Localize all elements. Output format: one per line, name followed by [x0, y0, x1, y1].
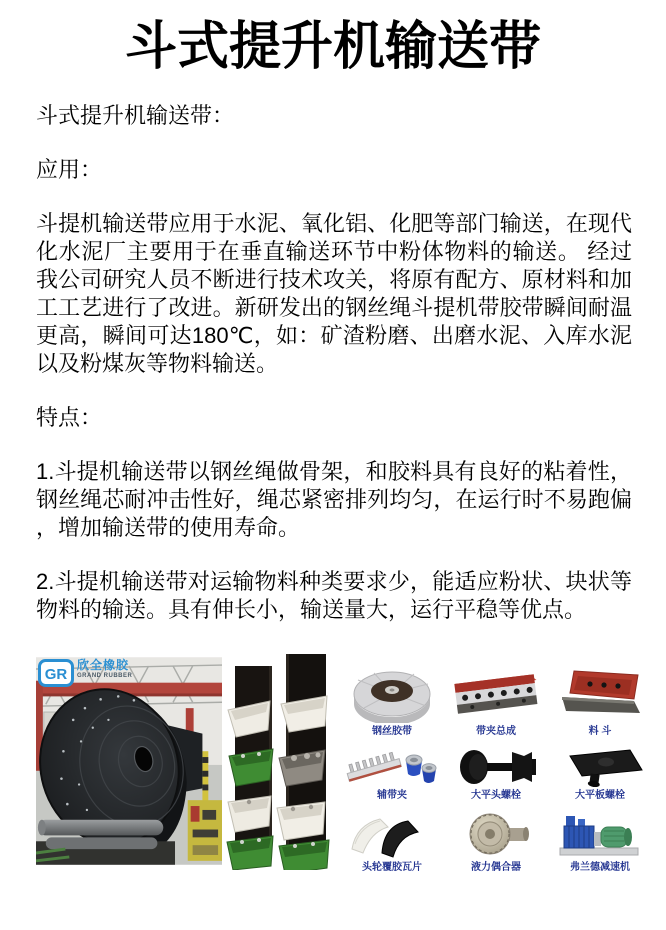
svg-text:GR: GR: [44, 666, 68, 683]
grand-rubber-logo: [38, 659, 132, 687]
product-cell: [444, 740, 548, 804]
product-cell: [548, 652, 652, 740]
hopper-image: [552, 667, 648, 723]
product-caption: 弗兰德减速机: [570, 862, 630, 873]
product-cell: [340, 740, 444, 804]
flat-plate-bolt-image: [552, 747, 648, 787]
description-text: [36, 102, 632, 624]
application-paragraph: 斗提机输送带应用于水泥、氧化铝、化肥等部门输送，在现代化水泥厂主要用于在垂直输送环节中粉体物料的输送。 经过我公司研究人员不断进行技术攻关，将原有配方、原材料和加工工艺进行了改进。新研发出的钢丝绳斗提机带胶带瞬间耐温更高，瞬间可达180℃，如：矿渣粉磨、出磨水泥、入库水泥以及粉煤灰等物料输送。: [36, 211, 632, 376]
product-gallery: [0, 650, 666, 880]
product-cell: [340, 804, 444, 876]
logo-name-en: GRAND RUBBER: [77, 673, 133, 679]
feature-item-1: 1.斗提机输送带以钢丝绳做骨架，和胶料具有良好的粘着性，钢丝绳芯耐冲击性好，绳芯紧密排列均匀，在运行时不易跑偏，增加输送带的使用寿命。: [36, 459, 632, 540]
application-heading: 应用：: [36, 157, 103, 182]
flat-head-bolt-image: [448, 747, 544, 787]
belt-clamp-assembly-image: [448, 667, 544, 723]
feature-item-2: 2.斗提机输送带对运输物料种类要求少，能适应粉状、块状等物料的输送。具有伸长小，输送量大，运行平稳等优点。: [36, 569, 632, 622]
logo-name-cn: 欣全橡胶: [77, 658, 130, 672]
product-caption: 钢丝胶带: [372, 726, 412, 737]
accessory-grid: [340, 652, 652, 876]
product-caption: 头轮覆胶瓦片: [362, 862, 422, 873]
elevator-buckets-photo: [225, 650, 335, 870]
features-heading: 特点：: [36, 405, 103, 430]
product-cell: [340, 652, 444, 740]
steel-wire-belt-image: [344, 667, 440, 723]
gr-monogram-icon: [38, 659, 74, 687]
page-title: 斗式提升机输送带: [124, 18, 541, 76]
product-caption: 料 斗: [588, 726, 612, 737]
fluid-coupling-image: [448, 811, 544, 859]
product-caption: 大平板螺栓: [575, 790, 625, 801]
flender-reducer-image: [552, 811, 648, 859]
product-cell: [548, 740, 652, 804]
product-caption: 液力偶合器: [471, 862, 521, 873]
product-caption: 辅带夹: [377, 790, 407, 801]
aux-belt-clamp-image: [344, 747, 440, 787]
product-caption: 带夹总成: [476, 726, 516, 737]
product-cell: [444, 804, 548, 876]
intro-line: 斗式提升机输送带：: [36, 103, 235, 128]
head-wheel-rubber-tile-image: [344, 811, 440, 859]
product-cell: [444, 652, 548, 740]
product-caption: 大平头螺栓: [471, 790, 521, 801]
product-cell: [548, 804, 652, 876]
